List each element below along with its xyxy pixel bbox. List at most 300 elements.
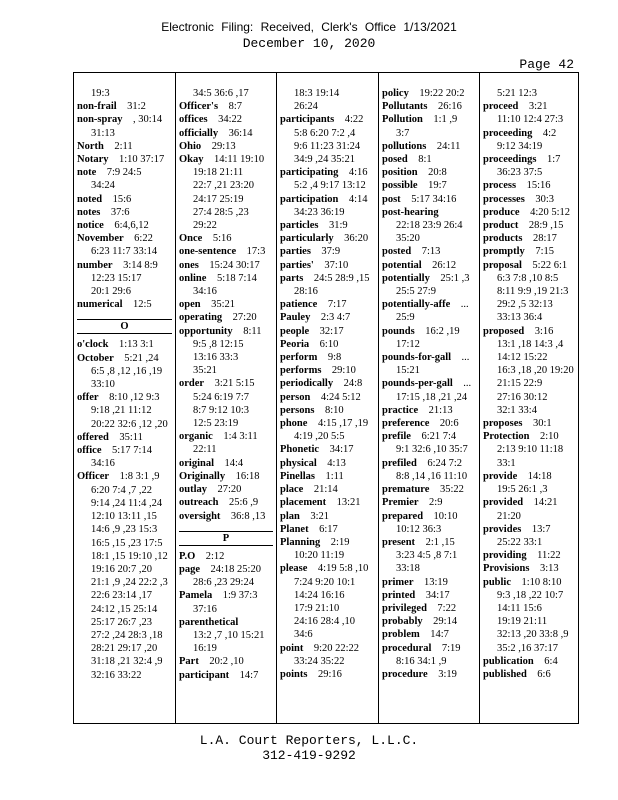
index-entry (280, 311, 375, 324)
page-line-refs: 6:22 (134, 233, 153, 245)
index-term: Planning (280, 536, 321, 548)
continued-refs: 33:24 35:22 (294, 655, 345, 667)
index-term: place (280, 484, 304, 496)
index-entry (280, 391, 375, 404)
continued-refs: 35:21 (193, 365, 217, 377)
page-line-refs: 3:13 (539, 563, 559, 575)
continued-refs: 27:4 28:5 ,23 (193, 206, 249, 218)
index-term: primer (382, 576, 414, 588)
index-column-2 (175, 73, 276, 723)
index-term: Officer (77, 471, 110, 483)
index-entry (179, 550, 273, 563)
index-term: order (179, 378, 205, 390)
index-entry (179, 616, 273, 629)
page-line-refs: 4:14 (348, 193, 368, 205)
index-term: provided (483, 497, 524, 509)
page-line-refs: 36:14 (228, 127, 253, 139)
section-letter: O (77, 319, 172, 334)
index-entry (382, 100, 476, 113)
index-entry (382, 404, 476, 417)
page-line-refs: 29:14 (433, 616, 458, 628)
index-term: Peoria (280, 338, 310, 350)
index-term: notes (77, 206, 101, 218)
index-term: posted (382, 246, 412, 258)
index-entry (179, 153, 273, 166)
page-line-refs: 20:8 (428, 167, 447, 179)
index-term: organic (179, 431, 213, 443)
index-entry (77, 298, 172, 311)
page-line-refs: 6:4 (544, 655, 558, 667)
index-term: Phonetic (280, 444, 320, 456)
continued-refs: 14:11 15:6 (497, 602, 542, 614)
index-term: outlay (179, 484, 208, 496)
index-term: provide (483, 470, 518, 482)
index-entry (179, 655, 273, 668)
page-line-refs: 4:24 5:12 (320, 391, 361, 403)
page-line-refs: 7:9 24:5 (106, 167, 142, 179)
index-term: potentially-affe (382, 299, 451, 311)
index-entry (179, 483, 273, 496)
page-line-refs: 2:1 ,15 (425, 536, 455, 548)
index-term: product (483, 220, 519, 232)
index-entry (483, 668, 577, 681)
continued-refs: 32:16 33:22 (91, 669, 142, 681)
index-entry (179, 100, 273, 113)
index-entry (280, 272, 375, 285)
index-entry (179, 245, 273, 258)
index-entry (382, 140, 476, 153)
index-entry (483, 655, 577, 668)
index-entry (179, 589, 273, 602)
index-term: Originally (179, 470, 226, 482)
continued-refs: 31:13 (91, 127, 115, 139)
index-term: Once (179, 233, 203, 245)
index-term: November (77, 233, 124, 245)
continued-refs: 6:5 ,8 ,12 ,16 ,19 (91, 365, 163, 377)
index-term: position (382, 167, 418, 179)
continued-refs: 9:18 ,21 11:12 (91, 405, 152, 417)
continued-refs: 9:5 ,8 12:15 (193, 338, 244, 350)
index-term: number (77, 259, 113, 271)
page-line-refs: 31:2 (127, 101, 146, 113)
page-line-refs: 24:18 25:20 (210, 563, 261, 575)
index-term: privileged (382, 602, 427, 614)
index-entry (77, 219, 172, 232)
page-line-refs: 16:2 ,19 (425, 325, 460, 337)
index-entry (382, 259, 476, 272)
continued-refs: 12:10 13:11 ,15 (91, 511, 157, 523)
index-term: October (77, 352, 114, 364)
index-entry (179, 457, 273, 470)
index-column-1 (74, 73, 175, 723)
index-term: participation (280, 193, 339, 205)
continued-refs: 22:11 (193, 444, 217, 456)
index-entry (77, 470, 172, 483)
page-line-refs: 36:20 (344, 233, 369, 245)
index-entry (382, 87, 476, 100)
continued-refs: 19:19 21:11 (497, 616, 548, 628)
index-entry (77, 140, 172, 153)
index-term: Officer's (179, 101, 219, 113)
continued-refs: 10:20 11:19 (294, 550, 345, 562)
index-entry (382, 113, 476, 126)
page-line-refs: 1:9 37:3 (222, 590, 258, 602)
index-term: pounds (382, 325, 415, 337)
index-term: processes (483, 193, 525, 205)
index-term: preference (382, 418, 430, 430)
index-term: non-frail (77, 101, 117, 113)
index-term: proceed (483, 101, 519, 113)
page-line-refs: 6:21 7:4 (421, 431, 457, 443)
continued-refs: 18:1 ,15 19:10 ,12 (91, 550, 168, 562)
index-entry (483, 549, 577, 562)
page-line-refs: 21:13 (428, 404, 453, 416)
page-line-refs: 5:16 (212, 233, 232, 245)
index-entry (77, 338, 172, 351)
index-entry (382, 615, 476, 628)
continued-refs: 9:3 ,18 ,22 10:7 (497, 589, 564, 601)
index-entry (280, 325, 375, 338)
index-entry (280, 562, 375, 575)
page-line-refs: 4:16 (348, 167, 368, 179)
page-line-refs: , 30:14 (133, 114, 163, 126)
index-entry (179, 232, 273, 245)
index-entry (280, 193, 375, 206)
index-entry (483, 219, 577, 232)
index-entry (280, 496, 375, 509)
page-line-refs: 5:22 6:1 (532, 259, 568, 271)
index-term: performs (280, 365, 322, 377)
page-line-refs: 6:24 7:2 (427, 457, 463, 469)
index-term: potentially (382, 272, 430, 284)
index-entry (77, 391, 172, 404)
index-entry (77, 113, 172, 126)
index-entry (483, 232, 577, 245)
page-line-refs: 37:6 (110, 206, 130, 218)
page-line-refs: 3:21 (310, 510, 330, 522)
page-line-refs: 2:3 4:7 (320, 312, 351, 324)
continued-refs: 33:18 (396, 563, 420, 575)
page-line-refs: 15:16 (526, 180, 551, 192)
index-term: proposes (483, 418, 523, 430)
page-line-refs: 4:20 5:12 (530, 206, 571, 218)
index-term: Provisions (483, 563, 530, 575)
continued-refs: 27:2 ,24 28:3 ,18 (91, 629, 163, 641)
page-line-refs: 11:22 (537, 550, 561, 562)
index-term: process (483, 180, 517, 192)
index-term: Pollution (382, 114, 423, 126)
page-line-refs: 3:21 5:15 (214, 378, 255, 390)
index-entry (483, 127, 577, 140)
continued-refs: 19:3 (91, 88, 110, 99)
continued-refs: 13:2 ,7 ,10 15:21 (193, 629, 265, 641)
page-line-refs: 4:22 (344, 114, 364, 126)
index-entry (382, 193, 476, 206)
index-entry (280, 642, 375, 655)
continued-refs: 4:19 ,20 5:5 (294, 431, 345, 443)
page-line-refs: 1:8 3:1 ,9 (119, 471, 160, 483)
index-term: produce (483, 206, 520, 218)
index-entry (483, 523, 577, 536)
page-line-refs: 19:7 (428, 180, 447, 192)
page-line-refs: 14:11 19:10 (214, 154, 265, 166)
continued-refs: 24:16 28:4 ,10 (294, 616, 355, 628)
index-term: pollutions (382, 140, 427, 152)
index-entry (382, 417, 476, 430)
index-entry (77, 352, 172, 365)
index-term: participant (179, 669, 230, 681)
page-line-refs: 12:5 (133, 299, 152, 311)
index-entry (77, 431, 172, 444)
index-entry (382, 576, 476, 589)
index-entry (77, 153, 172, 166)
index-entry (280, 470, 375, 483)
index-entry (382, 272, 476, 285)
index-term: parties (280, 246, 311, 258)
reporter-name: L.A. Court Reporters, L.L.C. (199, 733, 419, 748)
index-term: phone (280, 418, 308, 430)
page-line-refs: 1:10 8:10 (521, 576, 562, 588)
page-line-refs: 9:8 (327, 352, 342, 364)
filing-stamp: Electronic Filing: Received, Clerk's Office 1/13/2021 (161, 20, 457, 34)
index-entry (280, 298, 375, 311)
index-entry (280, 351, 375, 364)
continued-refs: 10:12 36:3 (396, 523, 442, 535)
index-term: one-sentence (179, 246, 237, 258)
index-term: proceeding (483, 127, 533, 139)
index-entry (382, 325, 476, 338)
index-term: offer (77, 392, 99, 404)
continued-refs: 22:6 23:14 ,17 (91, 590, 152, 602)
index-column-3 (276, 73, 378, 723)
page-line-refs: 25:1 ,3 (440, 272, 470, 284)
reporter-phone: 312-419-9292 (262, 748, 356, 763)
page-line-refs: 34:17 (329, 444, 354, 456)
index-term: pounds-for-gall (382, 352, 452, 364)
continued-refs: 34:24 (91, 180, 115, 192)
index-term: proceedings (483, 154, 537, 166)
continued-refs: 24:17 25:19 (193, 193, 244, 205)
index-term: prefiled (382, 457, 417, 469)
continued-refs: 20:1 29:6 (91, 286, 131, 298)
index-entry (382, 430, 476, 443)
index-term: point (280, 642, 304, 654)
index-term: participating (280, 167, 339, 179)
index-term: post (382, 193, 401, 205)
continued-refs: 34:23 36:19 (294, 206, 345, 218)
index-entry (382, 298, 476, 311)
index-entry (382, 536, 476, 549)
index-term: office (77, 445, 102, 457)
page-line-refs: 15:6 (112, 193, 132, 205)
page-line-refs: 14:21 (533, 497, 558, 509)
index-entry (483, 193, 577, 206)
continued-refs: 9:1 32:6 ,10 35:7 (396, 444, 468, 456)
index-entry (483, 470, 577, 483)
continued-refs: 3:7 (396, 127, 410, 139)
index-entry (382, 206, 476, 219)
continued-refs: 17:15 ,18 ,21 ,24 (396, 391, 468, 403)
index-term: Pinellas (280, 470, 316, 482)
index-term: original (179, 457, 215, 469)
index-entry (382, 589, 476, 602)
continued-refs: 29:2 ,5 32:13 (497, 299, 553, 311)
page-line-refs: 37:9 (321, 246, 341, 258)
index-entry (483, 562, 577, 575)
page-line-refs: 1:10 37:17 (119, 154, 165, 166)
index-entry (179, 563, 273, 576)
page-line-refs: ... (461, 352, 470, 364)
page-line-refs: ... (463, 378, 472, 390)
page-line-refs: 7:17 (327, 299, 347, 311)
index-term: oversight (179, 510, 221, 522)
index-term: Part (179, 656, 199, 668)
index-term: Okay (179, 154, 204, 166)
page-line-refs: 24:11 (436, 140, 461, 152)
index-term: publication (483, 655, 534, 667)
index-term: placement (280, 497, 327, 509)
index-term: Pollutants (382, 101, 428, 113)
continued-refs: 25:17 26:7 ,23 (91, 616, 152, 628)
continued-refs: 31:18 ,21 32:4 ,9 (91, 656, 163, 668)
index-entry (483, 325, 577, 338)
transcript-date: December 10, 2020 (242, 36, 376, 51)
index-entry (179, 311, 273, 324)
page-line-refs: 20:2 ,10 (209, 656, 244, 668)
index-term: patience (280, 299, 318, 311)
index-entry (280, 259, 375, 272)
page-line-refs: 6:10 (319, 338, 339, 350)
continued-refs: 8:11 9:9 ,19 21:3 (497, 286, 569, 298)
index-entry (382, 245, 476, 258)
continued-refs: 33:1 (497, 457, 516, 469)
index-term: published (483, 668, 527, 680)
continued-refs: 16:3 ,18 ,20 19:20 (497, 365, 574, 377)
index-term: procedural (382, 642, 432, 654)
index-entry (483, 417, 577, 430)
index-term: practice (382, 404, 419, 416)
section-letter: P (179, 531, 273, 546)
index-entry (382, 668, 476, 681)
page-line-refs: 8:7 (228, 101, 242, 113)
continued-refs: 8:7 9:12 10:3 (193, 404, 250, 416)
index-entry (179, 470, 273, 483)
page-line-refs: 14:18 (527, 470, 552, 482)
page-line-refs: 27:20 (217, 484, 242, 496)
page-line-refs: 8:10 (324, 404, 344, 416)
continued-refs: 19:18 21:11 (193, 167, 244, 179)
index-term: probably (382, 616, 423, 628)
index-term: online (179, 272, 207, 284)
page-line-refs: 35:11 (119, 431, 143, 443)
index-term: page (179, 563, 200, 575)
index-entry (483, 179, 577, 192)
index-term: present (382, 536, 416, 548)
page-line-refs: 4:13 (327, 457, 346, 469)
continued-refs: 28:16 (294, 286, 318, 298)
page-line-refs: 20:6 (439, 418, 459, 430)
continued-refs: 9:14 ,24 11:4 ,24 (91, 497, 163, 509)
page-line-refs: 6:17 (319, 523, 338, 535)
index-entry (483, 206, 577, 219)
index-entry (280, 232, 375, 245)
index-entry (179, 259, 273, 272)
continued-refs: 14:12 15:22 (497, 352, 548, 364)
continued-refs: 17:12 (396, 338, 420, 350)
page-number: Page 42 (519, 57, 574, 72)
index-term: policy (382, 88, 409, 99)
page-line-refs: 30:3 (535, 193, 554, 205)
index-entry (280, 377, 375, 390)
index-entry (483, 430, 577, 443)
page-line-refs: 28:9 ,15 (528, 220, 564, 232)
continued-refs: 6:3 7:8 ,10 8:5 (497, 272, 559, 284)
page-line-refs: 13:21 (336, 497, 361, 509)
index-term: opportunity (179, 325, 233, 337)
continued-refs: 18:3 19:14 (294, 88, 340, 99)
page-line-refs: 7:15 (535, 246, 554, 258)
page-line-refs: 35:21 (211, 299, 236, 311)
index-entry (280, 510, 375, 523)
continued-refs: 32:1 33:4 (497, 404, 537, 416)
continued-refs: 34:5 36:6 ,17 (193, 88, 249, 99)
continued-refs: 5:24 6:19 7:7 (193, 391, 250, 403)
index-entry (179, 298, 273, 311)
continued-refs: 33:13 36:4 (497, 312, 543, 324)
index-term: problem (382, 629, 420, 641)
continued-refs: 29:22 (193, 220, 217, 232)
index-term: operating (179, 312, 223, 324)
index-term: possible (382, 180, 418, 192)
continued-refs: 33:10 (91, 379, 115, 391)
index-entry (382, 377, 476, 390)
index-term: Pauley (280, 312, 311, 324)
continued-refs: 34:16 (91, 458, 115, 470)
index-term: products (483, 233, 523, 245)
continued-refs: 16:5 ,15 ,23 17:5 (91, 537, 163, 549)
index-entry (483, 496, 577, 509)
index-term: perform (280, 352, 318, 364)
page-line-refs: 14:7 (430, 629, 449, 641)
index-term: parties' (280, 259, 314, 271)
index-term: outreach (179, 497, 219, 509)
index-entry (280, 443, 375, 456)
continued-refs: 35:20 (396, 233, 420, 245)
page-line-refs: 14:7 (239, 669, 259, 681)
page-line-refs: 31:9 (329, 220, 348, 232)
page-line-refs: 2:11 (114, 140, 133, 152)
page-line-refs: 5:18 7:14 (216, 272, 257, 284)
index-entry (179, 140, 273, 153)
index-term: proposal (483, 259, 522, 271)
continued-refs: 19:16 20:7 ,20 (91, 563, 152, 575)
index-entry (280, 483, 375, 496)
index-term: please (280, 563, 308, 575)
index-term: providing (483, 550, 527, 562)
continued-refs: 22:18 23:9 26:4 (396, 220, 463, 232)
page-line-refs: 6:6 (537, 668, 551, 680)
page-line-refs: 34:17 (425, 589, 450, 601)
index-entry (77, 206, 172, 219)
index-entry (382, 153, 476, 166)
page-line-refs: 2:9 (429, 497, 443, 509)
page-line-refs: 28:17 (532, 233, 557, 245)
continued-refs: 22:7 ,21 23:20 (193, 180, 254, 192)
index-entry (179, 430, 273, 443)
index-entry (179, 377, 273, 390)
index-entry (483, 153, 577, 166)
index-entry (77, 259, 172, 272)
